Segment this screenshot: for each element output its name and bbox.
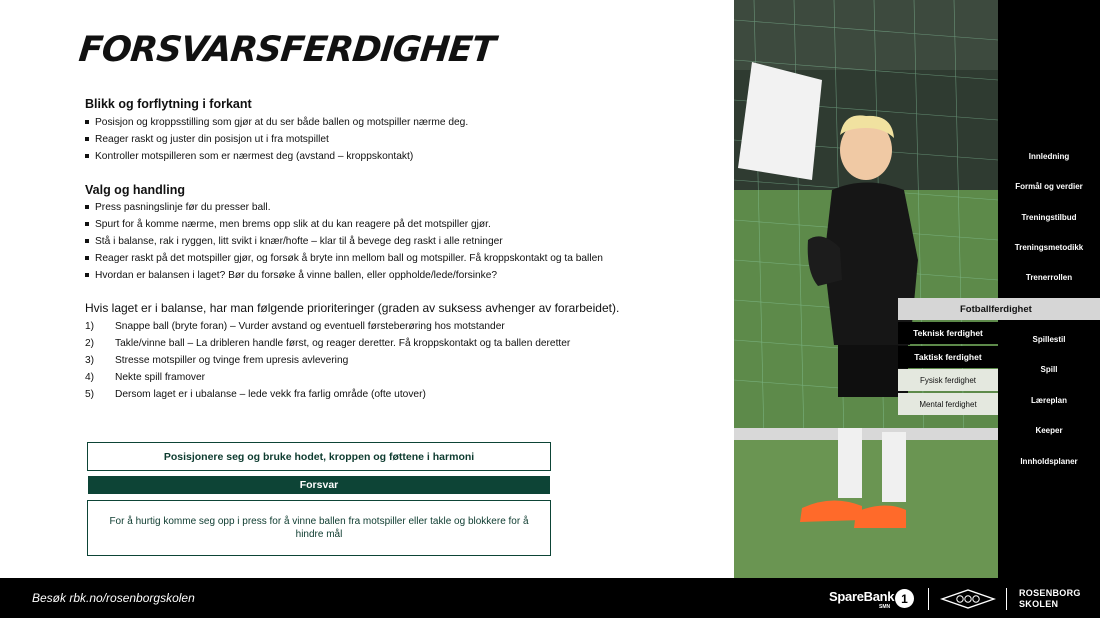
- priorities-intro: Hvis laget er i balanse, har man følgende prioriteringer (graden av suksess avhenger av forarbeidet).: [85, 301, 620, 315]
- section-title-valg: Valg og handling: [85, 183, 185, 197]
- goalkeeper-illustration: [734, 0, 998, 578]
- nav-item-innholdsplaner[interactable]: Innholdsplaner: [1020, 457, 1078, 466]
- list-item: Spurt for å komme nærme, men brems opp slik at du kan reagere på det motspiller gjør.: [85, 216, 603, 233]
- list-item: 2) Takle/vinne ball – La dribleren handle først, og reager deretter. Få kroppskontakt og ta ballen deretter: [85, 338, 571, 349]
- rosenborgskolen-logo: ROSENBORG SKOLEN: [1019, 588, 1081, 609]
- nav-item-spillestil[interactable]: Spillestil: [1032, 335, 1066, 344]
- list-item: Kontroller motspilleren som er nærmest deg (avstand – kroppskontakt): [85, 148, 468, 165]
- goalkeeper-photo: [734, 0, 998, 578]
- bullet-list-blikk: [85, 114, 468, 165]
- nav-item-innledning[interactable]: Innledning: [1028, 152, 1070, 161]
- side-nav: [998, 0, 1100, 578]
- footer-link[interactable]: Besøk rbk.no/rosenborgskolen: [32, 591, 195, 605]
- list-item: Reager raskt på det motspiller gjør, og forsøk å bryte inn mellom ball og motspiller. Få kroppskontakt og ta ballen: [85, 250, 603, 267]
- defense-bar: Forsvar: [88, 476, 550, 494]
- list-item: Posisjon og kroppsstilling som gjør at du ser både ballen og motspiller nærme deg.: [85, 114, 468, 131]
- page-title: FORSVARSFERDIGHET: [76, 30, 497, 70]
- priorities-list: [85, 318, 570, 403]
- list-item: Stå i balanse, rak i ryggen, litt svikt i knær/hofte – klar til å bevege deg raskt i alle retninger: [85, 233, 603, 250]
- sparebank-logo: SpareBank: [829, 589, 895, 604]
- list-item: Hvordan er balansen i laget? Bør du forsøke å vinne ballen, eller oppholde/lede/forsinke?: [85, 267, 603, 284]
- nav-item-keeper[interactable]: Keeper: [1035, 426, 1063, 435]
- nav-item-fotballferdighet[interactable]: Fotballferdighet: [898, 298, 1100, 320]
- sparebank-logo-mark: 1: [895, 589, 914, 608]
- nav-item-laereplan[interactable]: Læreplan: [1030, 396, 1067, 405]
- list-item: Reager raskt og juster din posisjon ut i fra motspillet: [85, 131, 468, 148]
- nav-item-treningsmetodikk[interactable]: Treningsmetodikk: [1014, 243, 1084, 252]
- section-title-blikk: Blikk og forflytning i forkant: [85, 97, 252, 111]
- nav-item-trenerrollen[interactable]: Trenerrollen: [1025, 273, 1073, 282]
- footer-divider: [928, 588, 929, 610]
- bullet-list-valg: [85, 199, 603, 284]
- nav-item-formal[interactable]: Formål og verdier: [1015, 182, 1083, 191]
- list-item: 4) Nekte spill framover: [85, 372, 206, 383]
- goal-box: For å hurtig komme seg opp i press for å vinne ballen fra motspiller eller takle og blokkere for å hindre mål: [87, 500, 551, 556]
- harmony-box: Posisjonere seg og bruke hodet, kroppen og føttene i harmoni: [87, 442, 551, 471]
- nav-item-spill[interactable]: Spill: [1040, 365, 1058, 374]
- sparebank-logo-sub: SMN: [879, 604, 891, 610]
- footer-divider: [1006, 588, 1007, 610]
- list-item: Press pasningslinje før du presser ball.: [85, 199, 603, 216]
- list-item: 3) Stresse motspiller og tvinge frem upresis avlevering: [85, 355, 349, 366]
- list-item: 1) Snappe ball (bryte foran) – Vurder avstand og eventuell førsteberøring hos motstander: [85, 321, 505, 332]
- subnav-mental[interactable]: Mental ferdighet: [898, 393, 998, 415]
- subnav-teknisk[interactable]: Teknisk ferdighet: [898, 322, 998, 344]
- list-item: 5) Dersom laget er i ubalanse – lede vekk fra farlig område (ofte utover): [85, 389, 426, 400]
- nav-item-treningstilbud[interactable]: Treningstilbud: [1021, 213, 1077, 222]
- subnav-fysisk[interactable]: Fysisk ferdighet: [898, 369, 998, 391]
- rbk-logo-icon: [940, 589, 996, 609]
- subnav-taktisk[interactable]: Taktisk ferdighet: [898, 346, 998, 368]
